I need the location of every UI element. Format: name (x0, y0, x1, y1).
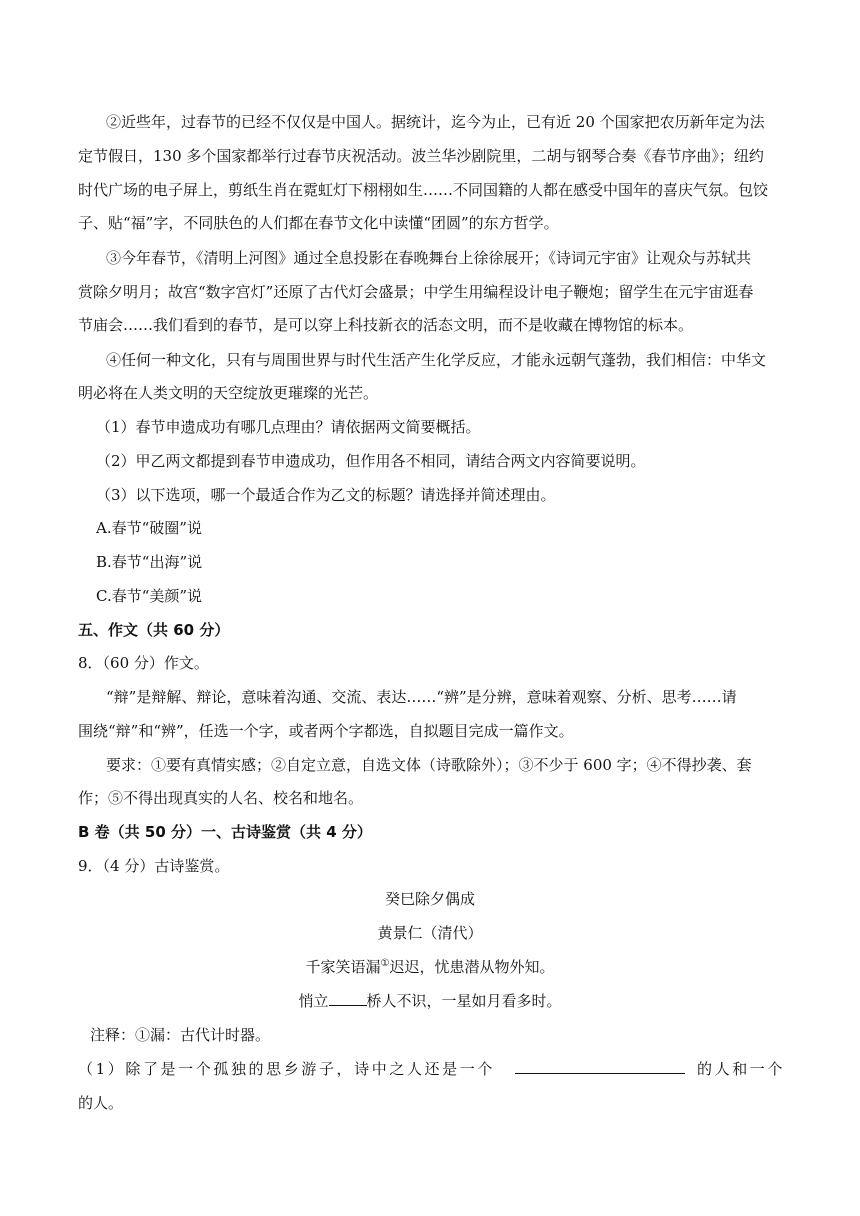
option-a: A.春节“破圈”说 (96, 519, 202, 537)
paragraph-3-line-2: 赏除夕明月；故宫“数字宫灯”还原了古代灯会盛景；中学生用编程设计电子鞭炮；留学生在元宇宙逛春 (78, 283, 754, 301)
footnote-marker: ① (380, 958, 390, 969)
poem-line-1-part-1: 千家笑语漏 (305, 958, 381, 976)
poem-line-1-part-2: 迟迟，忧患潜从物外知。 (389, 958, 555, 976)
paragraph-2-line-3: 时代广场的电子屏上，剪纸生肖在霓虹灯下栩栩如生……不同国籍的人都在感受中国年的喜庆气氛。包饺 (78, 181, 769, 199)
question-8-header: 8．（60 分）作文。 (78, 654, 209, 672)
question-9-header: 9．（4 分）古诗鉴赏。 (78, 857, 230, 875)
paragraph-2-line-2: 定节假日，130 多个国家都举行过春节庆祝活动。波兰华沙剧院里，二胡与钢琴合奏《春节序曲》；纽约 (78, 147, 764, 165)
question-9-1-part-2: 的人和一个 (697, 1060, 786, 1078)
poem-line-1 (0, 957, 860, 977)
paragraph-2-line-4: 子、贴“福”字，不同肤色的人们都在春节文化中读懂“团圆”的东方哲学。 (78, 214, 559, 232)
paragraph-3-line-3: 节庙会……我们看到的春节，是可以穿上科技新衣的活态文明，而不是收藏在博物馆的标本。 (78, 316, 694, 334)
poem-title: 癸巳除夕偶成 (384, 890, 475, 908)
poem-blank[interactable] (329, 991, 367, 1006)
poem-line-2-part-1: 悄立 (298, 992, 329, 1010)
question-1: （1）春节申遗成功有哪几点理由？请依据两文简要概括。 (96, 418, 481, 436)
question-2: （2）甲乙两文都提到春节申遗成功，但作用各不相同，请结合两文内容简要说明。 (96, 452, 646, 470)
paragraph-3-line-1: ③今年春节，《清明上河图》通过全息投影在春晚舞台上徐徐展开；《诗词元宇宙》让观众与苏轼共 (106, 249, 752, 267)
question-9-1-part-1: （1）除了是一个孤独的思乡游子，诗中之人还是一个 (78, 1060, 495, 1078)
composition-prompt-line-2: 围绕“辩”和“辨”，任选一个字，或者两个字都选，自拟题目完成一篇作文。 (78, 722, 574, 740)
paragraph-2-line-1: ②近些年，过春节的已经不仅仅是中国人。据统计，迄今为止，已有近 20 个国家把农历新年定为法 (106, 113, 765, 131)
paragraph-4-line-1: ④任何一种文化，只有与周围世界与时代生活产生化学反应，才能永远朝气蓬勃，我们相信：中华文 (106, 351, 767, 369)
section-heading-composition: 五、作文（共 60 分） (78, 621, 230, 639)
poem-annotation: 注释：①漏：古代计时器。 (90, 1026, 271, 1044)
poem-author: 黄景仁（清代） (377, 924, 483, 942)
composition-requirements-line-1: 要求：①要有真情实感；②自定立意，自选文体（诗歌除外）；③不少于 600 字；④不得抄袭、套 (106, 756, 752, 774)
question-9-1-part-3: 的人。 (78, 1094, 124, 1112)
composition-prompt-line-1: “辩”是辩解、辩论，意味着沟通、交流、表达……“辨”是分辨，意味着观察、分析、思考……请 (106, 688, 737, 706)
poem-line-2 (0, 991, 860, 1011)
composition-requirements-line-2: 作；⑤不得出现真实的人名、校名和地名。 (78, 789, 364, 807)
paragraph-4-line-2: 明必将在人类文明的天空绽放更璀璨的光芒。 (78, 384, 379, 402)
option-c: C.春节“美颜”说 (96, 587, 203, 605)
question-3: （3）以下选项，哪一个最适合作为乙文的标题？请选择并简述理由。 (96, 486, 556, 504)
answer-blank[interactable] (515, 1073, 685, 1074)
option-b: B.春节“出海”说 (96, 553, 203, 571)
section-heading-paper-b: B 卷（共 50 分）一、古诗鉴赏（共 4 分） (78, 823, 372, 841)
poem-line-2-part-2: 桥人不识，一星如月看多时。 (366, 992, 562, 1010)
